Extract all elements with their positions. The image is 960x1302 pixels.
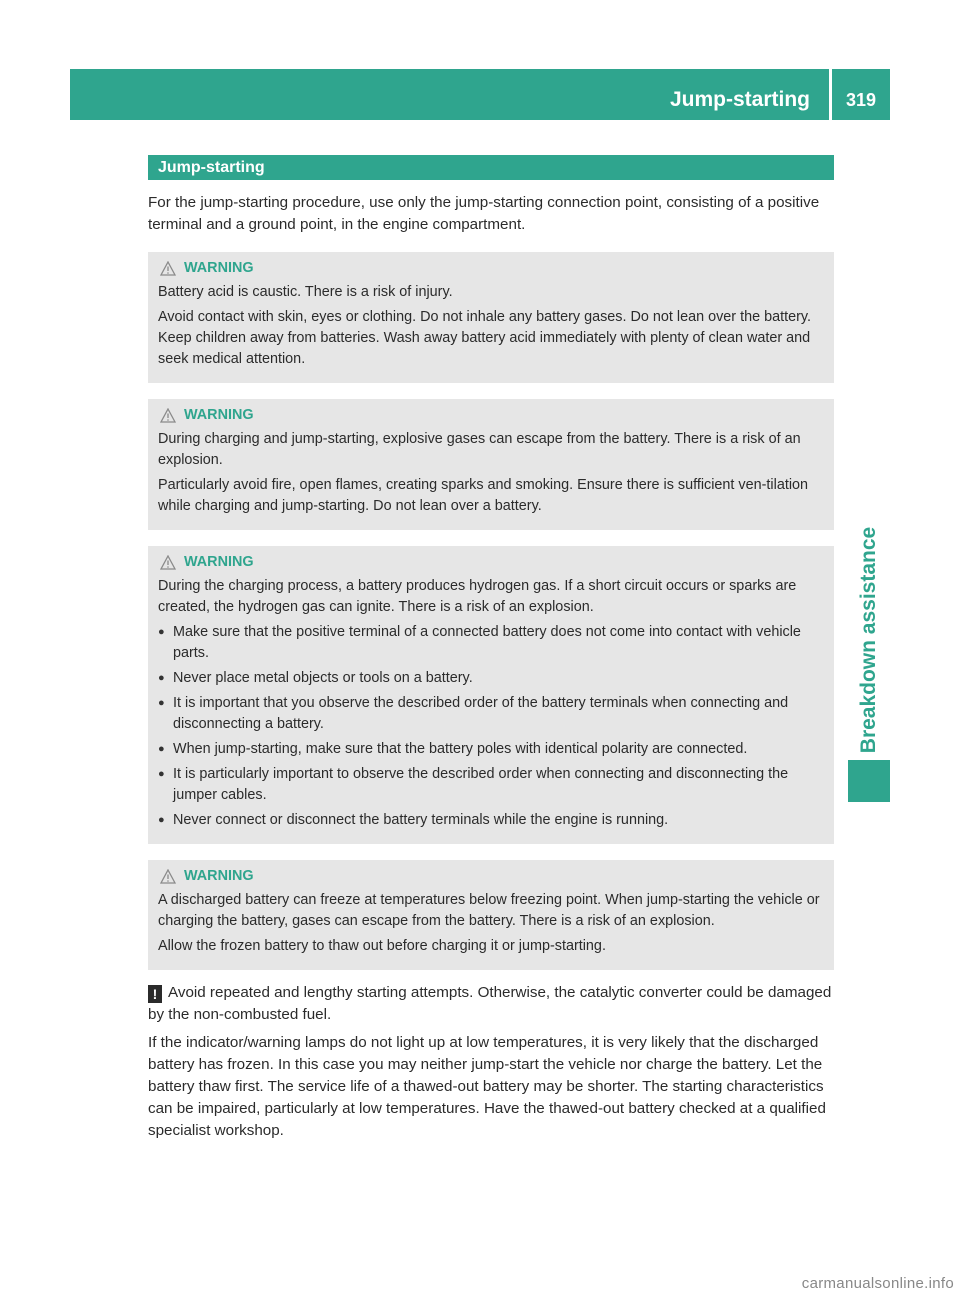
- page-content: [148, 155, 834, 1157]
- warning-heading: [158, 405, 826, 426]
- list-item: ● It is particularly important to observe the described order when connecting and disconnecting the jumper cables.: [158, 764, 826, 806]
- warning-text: During charging and jump-starting, explosive gases can escape from the battery. There is a risk of an explosion.: [158, 431, 801, 468]
- warning-heading: [158, 866, 826, 887]
- side-tab-label: Breakdown assistance: [857, 526, 880, 754]
- warning-triangle-icon: [160, 408, 176, 423]
- warning-box: [148, 860, 834, 970]
- notice-block: [148, 982, 834, 1026]
- warning-label: WARNING: [184, 260, 254, 276]
- notice-text: Avoid repeated and lengthy starting attempts. Otherwise, the catalytic converter could be damaged by the non-combusted fuel.: [148, 984, 832, 1023]
- list-item: ● It is important that you observe the described order of the battery terminals when connecting and disconnecting a battery.: [158, 693, 826, 735]
- warning-label: WARNING: [184, 407, 254, 423]
- warning-heading: [158, 552, 826, 573]
- side-tab-marker: [848, 760, 890, 802]
- warning-text: Particularly avoid fire, open flames, creating sparks and smoking. Ensure there is sufficient ven-tilation while charging and jump-starting. Do not lean over a battery.: [158, 477, 809, 514]
- intro-paragraph: For the jump-starting procedure, use only the jump-starting connection point, consisting of a positive terminal and a ground point, in the engine compartment.: [148, 194, 820, 233]
- list-item: ● Never place metal objects or tools on a battery.: [158, 668, 826, 689]
- exclamation-icon: !: [148, 985, 162, 1003]
- warning-box: [148, 546, 834, 844]
- warning-text: Allow the frozen battery to thaw out before charging it or jump-starting.: [158, 938, 606, 954]
- warning-text: Battery acid is caustic. There is a risk of injury.: [158, 284, 453, 300]
- warning-triangle-icon: [160, 869, 176, 884]
- warning-triangle-icon: [160, 261, 176, 276]
- warning-heading: [158, 258, 826, 279]
- warning-label: WARNING: [184, 554, 254, 570]
- watermark-text: carmanualsonline.info: [801, 1275, 954, 1292]
- list-item: ● Never connect or disconnect the battery terminals while the engine is running.: [158, 810, 826, 831]
- warning-text: Avoid contact with skin, eyes or clothing. Do not inhale any battery gases. Do not lean over the battery. Keep children away from batteries. Wash away battery acid immediately with plenty of clean water and seek medical attention.: [158, 309, 812, 367]
- final-paragraph: If the indicator/warning lamps do not light up at low temperatures, it is very likely that the discharged battery has frozen. In this case you may neither jump-start the vehicle nor charge the battery. Let the battery thaw first. The service life of a thawed-out battery may be shorter. The starting characteristics can be impaired, particularly at low temperatures. Have the thawed-out battery checked at a qualified specialist workshop.: [148, 1034, 826, 1139]
- list-item: ● When jump-starting, make sure that the battery poles with identical polarity are connected.: [158, 739, 826, 760]
- warning-triangle-icon: [160, 555, 176, 570]
- warning-text: A discharged battery can freeze at temperatures below freezing point. When jump-starting the vehicle or charging the battery, gases can escape from the battery. There is a risk of an explosion.: [158, 892, 820, 929]
- page-number: 319: [845, 90, 877, 110]
- warning-label: WARNING: [184, 868, 254, 884]
- header-title: Jump-starting: [669, 88, 810, 111]
- warning-text: During the charging process, a battery produces hydrogen gas. If a short circuit occurs or sparks are created, the hydrogen gas can ignite. There is a risk of an explosion.: [158, 578, 797, 615]
- warning-box: [148, 399, 834, 530]
- warning-bullet-list: [158, 622, 826, 831]
- section-title: Jump-starting: [148, 155, 834, 180]
- warning-box: [148, 252, 834, 383]
- page-header-bar: [70, 69, 890, 120]
- list-item: ● Make sure that the positive terminal of a connected battery does not come into contact with vehicle parts.: [158, 622, 826, 664]
